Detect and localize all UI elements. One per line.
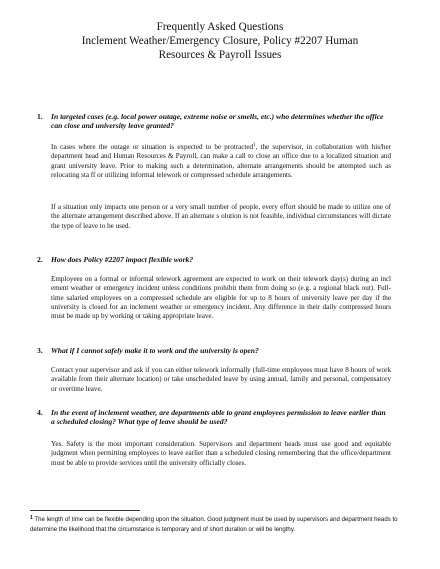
answer-2-paragraph-1: Employees on a formal or informal telework agreement are expected to work on their telework day(s) during an incl ement weather or emergency incident unless conditions prohibit them from doing so (e.g. a regional black out). Full-time salaried employees on a compressed schedule are eligible for up to 8 hours of university leave per day if the university is closed for an inclement weather or emergency incident. Any difference in their daily compressed hours must be made up by working or taking appropriate leave. [51,275,391,321]
question-1-number: 1. [37,112,43,121]
answer-1-paragraph-1 [51,141,391,180]
answer-4-paragraph-1: Yes. Safety is the most important consideration. Supervisors and department heads must use good and equitable judgment when permitting employees to leave earlier than a scheduled closing remembering that the office/department must be able to provide services until the university officially closes. [51,440,391,467]
question-2 [37,255,391,264]
question-4-text: In the event of inclement weather, are departments able to grant employees permission to leave earlier than a scheduled closing? What type of leave should be used? [51,408,386,427]
question-1 [37,112,391,131]
answer-3-paragraph-1: Contact your supervisor and ask if you can either telework informally (full-time employees must have 8 hours of work available from their alternate location) or take unscheduled leave by using annual, family and personal, compensatory or overtime leave. [51,366,391,393]
question-2-text: How does Policy #2207 impact flexible work? [51,255,194,264]
footnote-ref-1[interactable]: 1 [253,143,256,148]
title-line-1: Frequently Asked Questions [156,21,284,33]
footnote-divider [30,510,140,511]
answer-1-text-b: , the supervisor, in collaboration with his/her department head and Human Resources & Payroll, can make a call to close an office due to a localized situation and grant university leave. Prior to making such a determination, alternate arrangements should be attempted such as relocating sta ff or utilizing informal telework or compressed schedule arrangements. [51,143,391,179]
title-line-2: Inclement Weather/Emergency Closure, Policy #2207 Human [81,35,359,47]
document-title [0,20,440,62]
question-3-number: 3. [37,346,43,355]
question-3 [37,346,391,355]
question-1-text: In targeted cases (e.g. local power outage, extreme noise or smells, etc.) who determines whether the office can close and university leave granted? [51,112,384,131]
title-line-3: Resources & Payroll Issues [158,49,282,61]
question-2-number: 2. [37,255,43,264]
answer-1-text-a: In cases where the outage or situation is expected to be protracted [51,143,254,151]
answer-1-paragraph-2: If a situation only impacts one person or a very small number of people, every effort should be made to utilize one of the alternate arrangement described above. If an alternate s olution is not feasible, individual circumstances will dictate the type of leave to be used. [51,203,391,230]
footnote [30,513,415,535]
footnote-mark: 1 [30,515,33,521]
question-3-text: What if I cannot safely make it to work and the university is open? [51,346,259,355]
question-4-number: 4. [37,408,43,417]
question-4 [37,408,391,427]
footnote-text: The length of time can be flexible depending upon the situation. Good judgment must be used by supervisors and department heads to determine the likelihood that the circumstance is temporary and of short duration or will be lengthy. [30,516,398,533]
